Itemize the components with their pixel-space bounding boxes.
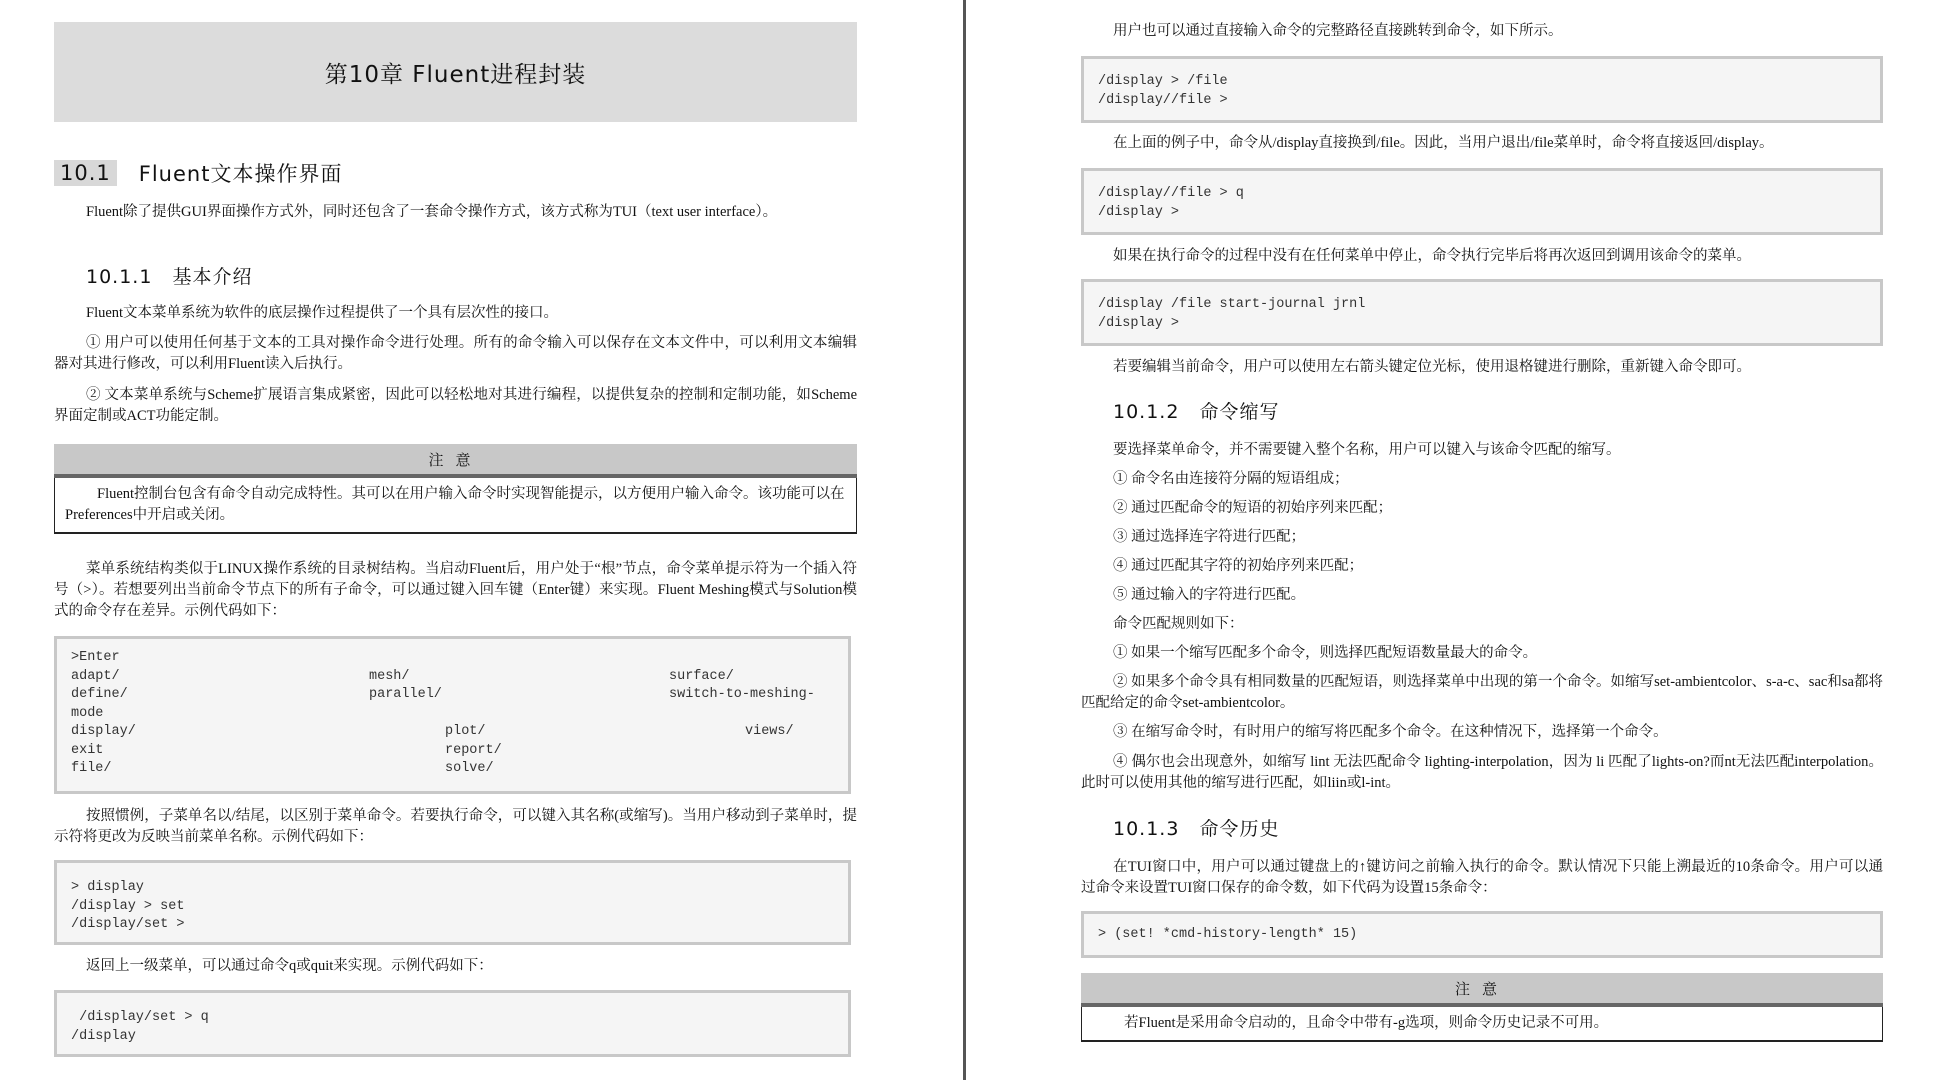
code-cell: solve/ bbox=[445, 761, 494, 776]
code-cell: surface/ bbox=[669, 668, 734, 684]
code-row bbox=[71, 668, 834, 687]
code-block-menu bbox=[54, 636, 851, 794]
note-heading: 注意 bbox=[1081, 973, 1883, 1007]
code-block-history bbox=[1081, 911, 1883, 958]
note-heading: 注意 bbox=[54, 444, 857, 478]
code-cell bbox=[745, 742, 834, 761]
history-paragraph: 在TUI窗口中，用户可以通过键盘上的↑键访问之前输入执行的命令。默认情况下只能上溯最近的10条命令。用户可以通过命令来设置TUI窗口保存的命令数，如下代码为设置15条命令： bbox=[1081, 859, 1883, 896]
jump-explain-paragraph: 在上面的例子中，命令从/display直接换到/file。因此，当用户退出/file菜单时，命令将直接返回/display。 bbox=[1113, 135, 1774, 151]
menu-paragraph: 菜单系统结构类似于LINUX操作系统的目录树结构。当启动Fluent后，用户处于“根”节点，命令菜单提示符为一个插入符号（>）。若想要列出当前命令节点下的所有子命令，可以通过键入回车键（Enter键）来实现。Fluent Meshing模式与Solution模式的命令存在差异。示例代码如下： bbox=[54, 561, 857, 619]
note-box bbox=[54, 444, 857, 534]
submenu-paragraph: 按照惯例，子菜单名以/结尾，以区别于菜单命令。若要执行命令，可以键入其名称(或缩写)。当用户移动到子菜单时，提示符将更改为反映当前菜单名称。示例代码如下： bbox=[54, 808, 857, 845]
code-line: /display > /file bbox=[1098, 74, 1228, 89]
code-line: /display > set bbox=[71, 898, 185, 914]
code-block-return bbox=[1081, 168, 1883, 235]
section-title: Fluent文本操作界面 bbox=[138, 162, 343, 186]
section-heading-10-1 bbox=[54, 158, 342, 188]
paragraph: Fluent文本菜单系统为软件的底层操作过程提供了一个具有层次性的接口。 bbox=[86, 305, 559, 321]
page-divider bbox=[963, 0, 966, 1080]
note-body: 若Fluent是采用命令启动的，且命令中带有-g选项，则命令历史记录不可用。 bbox=[1081, 1007, 1883, 1042]
code-line: /display/set > q bbox=[71, 1010, 209, 1025]
code-line: > (set! *cmd-history-length* 15) bbox=[1098, 927, 1358, 942]
note-body: Fluent控制台包含有命令自动完成特性。其可以在用户输入命令时实现智能提示，以方便用户输入命令。该功能可以在Preferences中开启或关闭。 bbox=[54, 478, 857, 534]
chapter-header bbox=[54, 22, 857, 122]
abbr-item: ④ 通过匹配其字符的初始序列来匹配； bbox=[1113, 558, 1364, 574]
code-cell: define/ bbox=[71, 687, 128, 702]
subsection-title: 命令缩写 bbox=[1199, 401, 1280, 423]
right-page bbox=[1081, 0, 1883, 1080]
abbr-item: ② 通过匹配命令的短语的初始序列来匹配； bbox=[1113, 500, 1393, 516]
rule-item: ④ 偶尔也会出现意外，如缩写 lint 无法匹配命令 lighting-interpolation，因为 li 匹配了lights-on?而nt无法匹配interpolation。此时可以使用其他的缩写进行匹配，如liin或l-int。 bbox=[1081, 754, 1883, 791]
chapter-title: 第10章 Fluent进程封装 bbox=[324, 61, 587, 88]
quit-paragraph: 返回上一级菜单，可以通过命令q或quit来实现。示例代码如下： bbox=[86, 958, 493, 974]
rules-heading: 命令匹配规则如下： bbox=[1113, 616, 1244, 632]
code-cell: adapt/ bbox=[71, 668, 120, 684]
code-line: >Enter bbox=[71, 650, 120, 665]
subsection-number: 10.1.3 bbox=[1113, 818, 1180, 840]
code-cell bbox=[745, 760, 834, 779]
abbr-item: ③ 通过选择连字符进行匹配； bbox=[1113, 529, 1306, 545]
edit-paragraph: 若要编辑当前命令，用户可以使用左右箭头键定位光标，使用退格键进行删除，重新键入命令即可。 bbox=[1113, 359, 1751, 375]
intro-paragraph: Fluent除了提供GUI界面操作方式外，同时还包含了一套命令操作方式，该方式称为TUI（text user interface）。 bbox=[86, 204, 778, 220]
left-page bbox=[54, 0, 857, 1080]
rule-item: ② 如果多个命令具有相同数量的匹配短语，则选择菜单中出现的第一个命令。如缩写set-ambientcolor、s-a-c、sac和sa都将匹配给定的命令set-ambientcolor。 bbox=[1081, 674, 1883, 711]
code-row bbox=[71, 742, 834, 761]
code-cell: exit bbox=[71, 742, 104, 758]
subsection-heading-10-1-2 bbox=[1113, 397, 1279, 424]
no-stop-paragraph: 如果在执行命令的过程中没有在任何菜单中停止，命令执行完毕后将再次返回到调用该命令的菜单。 bbox=[1113, 248, 1751, 264]
abbr-item: ⑤ 通过输入的字符进行匹配。 bbox=[1113, 587, 1306, 603]
code-block-quit bbox=[54, 990, 851, 1057]
code-line: /display bbox=[71, 1028, 136, 1044]
code-line: /display/set > bbox=[71, 917, 185, 932]
code-cell: display/ bbox=[71, 724, 136, 739]
subsection-number: 10.1.1 bbox=[86, 266, 153, 288]
rule-item: ③ 在缩写命令时，有时用户的缩写将匹配多个命令。在这种情况下，选择第一个命令。 bbox=[1113, 724, 1668, 740]
code-line: /display//file > q bbox=[1098, 186, 1244, 201]
code-row bbox=[71, 723, 834, 742]
abbr-intro-paragraph: 要选择菜单命令，并不需要键入整个名称，用户可以键入与该命令匹配的缩写。 bbox=[1113, 442, 1621, 458]
rule-item: ① 如果一个缩写匹配多个命令，则选择匹配短语数量最大的命令。 bbox=[1113, 645, 1538, 661]
code-line: /display > bbox=[1098, 204, 1180, 220]
code-line: > display bbox=[71, 880, 144, 895]
code-line: /display /file start-journal jrnl bbox=[1098, 297, 1366, 312]
subsection-number: 10.1.2 bbox=[1113, 401, 1180, 423]
code-line: /display//file > bbox=[1098, 92, 1228, 108]
code-block-submenu bbox=[54, 860, 851, 945]
code-block-journal bbox=[1081, 279, 1883, 346]
code-row bbox=[71, 760, 834, 779]
code-cell: plot/ bbox=[445, 724, 486, 739]
code-cell: file/ bbox=[71, 761, 112, 776]
code-row bbox=[71, 686, 834, 705]
code-cell: switch-to-meshing- bbox=[669, 687, 815, 702]
section-number: 10.1 bbox=[54, 160, 117, 186]
code-cell: views/ bbox=[745, 724, 794, 739]
note-box bbox=[1081, 973, 1883, 1042]
code-cell: mesh/ bbox=[369, 668, 410, 684]
code-line: /display > bbox=[1098, 315, 1180, 331]
subsection-title: 命令历史 bbox=[1199, 818, 1280, 840]
paragraph-item-1: ① 用户可以使用任何基于文本的工具对操作命令进行处理。所有的命令输入可以保存在文本文件中，可以利用文本编辑器对其进行修改，可以利用Fluent读入后执行。 bbox=[54, 335, 857, 372]
subsection-heading-10-1-3 bbox=[1113, 814, 1279, 841]
code-line: mode bbox=[71, 705, 104, 721]
code-cell: report/ bbox=[445, 742, 502, 758]
subsection-heading-10-1-1 bbox=[86, 262, 252, 289]
subsection-title: 基本介绍 bbox=[172, 266, 253, 288]
abbr-item: ① 命令名由连接符分隔的短语组成； bbox=[1113, 471, 1349, 487]
code-cell: parallel/ bbox=[369, 687, 442, 702]
paragraph-item-2: ② 文本菜单系统与Scheme扩展语言集成紧密，因此可以轻松地对其进行编程，以提供复杂的控制和定制功能，如Scheme界面定制或ACT功能定制。 bbox=[54, 387, 857, 424]
jump-paragraph: 用户也可以通过直接输入命令的完整路径直接跳转到命令，如下所示。 bbox=[1113, 23, 1563, 39]
code-block-jump bbox=[1081, 56, 1883, 123]
